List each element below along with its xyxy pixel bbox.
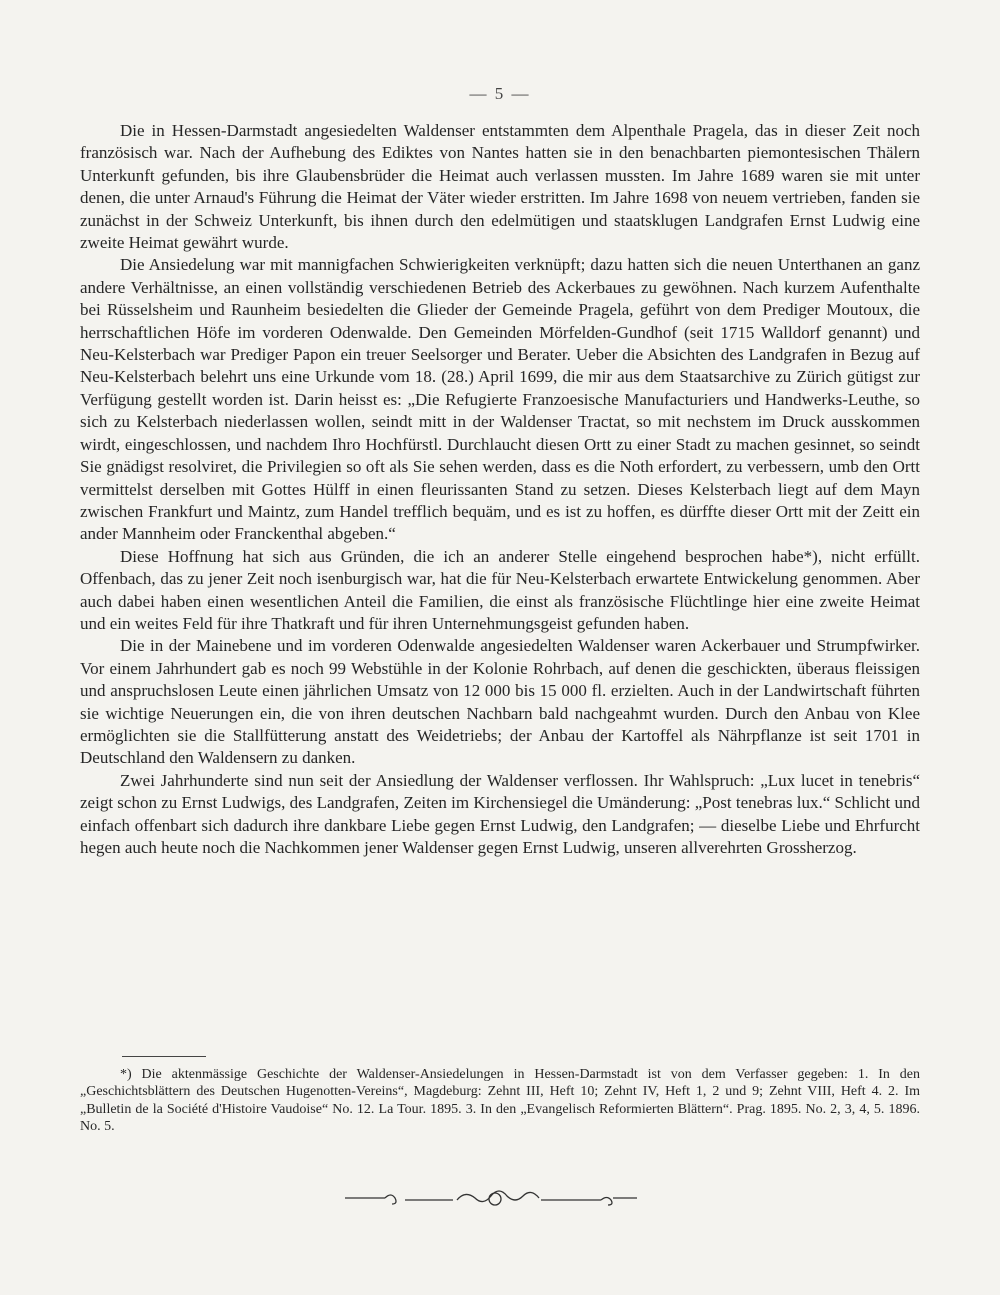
- body-text: [80, 120, 920, 859]
- ornament-center-scroll: [457, 1191, 539, 1202]
- paragraph-4: Die in der Mainebene und im vorderen Odenwalde angesiedelten Waldenser waren Ackerbauer und Strumpfwirker. Vor einem Jahrhundert gab es noch 99 Webstühle in der Kolonie Rohrbach, auf denen die geschickten, überaus fleissigen und anspruchslosen Leute einen jährlichen Umsatz von 12 000 bis 15 000 fl. erzielten. Auch in der Landwirtschaft führten sie wichtige Neuerungen ein, die von ihren deutschen Nachbarn bald nachgeahmt wurden. Durch den Anbau von Klee ermöglichten sie die Stallfütterung anstatt des Weidetriebs; der Anbau der Kartoffel als Nährpflanze ist seit 1701 in Deutschland den Waldensern zu danken.: [80, 636, 920, 768]
- paragraph-3: Diese Hoffnung hat sich aus Gründen, die ich an anderer Stelle eingehend besprochen habe*), nicht erfüllt. Offenbach, das zu jener Zeit noch isenburgisch war, hat die für Neu-Kelsterbach erwartete Entwickelung genommen. Aber auch dabei haben einen wesentlichen Anteil die Familien, die einst als französische Flüchtlinge hier eine zweite Heimat und ein weites Feld für ihre Thatkraft und für ihren Unternehmungsgeist gefunden haben.: [80, 546, 920, 633]
- paragraph-1: Die in Hessen-Darmstadt angesiedelten Waldenser entstammten dem Alpenthale Pragela, das in dieser Zeit noch französisch war. Nach der Aufhebung des Ediktes von Nantes hatten sie in den benachbarten piemontesischen Thälern Unterkunft gefunden, bis ihre Glaubensbrüder die Heimat auch verlassen mussten. Im Jahre 1689 waren sie mit unter denen, die unter Arnaud's Führung die Heimat der Väter wieder erstritten. Im Jahre 1698 von neuem vertrieben, fanden sie zunächst in der Schweiz Unterkunft, bis ihnen durch den edelmütigen und staatsklugen Landgrafen Ernst Ludwig eine zweite Heimat gewährt wurde.: [80, 121, 920, 253]
- footnote-text: *) Die aktenmässige Geschichte der Waldenser-Ansiedelungen in Hessen-Darmstadt ist von dem Verfasser gegeben: 1. In den „Geschichtsblättern des Deutschen Hugenotten-Vereins“, Magdeburg: Zehnt III, Heft 10; Zehnt IV, Heft 1, 2 und 9; Zehnt VIII, Heft 4. 2. Im „Bulletin de la Société d'Histoire Vaudoise“ No. 12. La Tour. 1895. 3. In den „Evangelisch Reformierten Blättern“. Prag. 1895. No. 2, 3, 4, 5. 1896. No. 5.: [80, 1067, 920, 1135]
- ornament-divider: [345, 1186, 645, 1216]
- ornament-center-ring: [489, 1193, 501, 1205]
- footnote-rule: [122, 1056, 206, 1057]
- page-number: — 5 —: [469, 84, 531, 103]
- footnotes: [80, 1066, 920, 1136]
- ornament-right-curl: [601, 1198, 612, 1206]
- paragraph-5: Zwei Jahrhunderte sind nun seit der Ansiedlung der Waldenser verflossen. Ihr Wahlspruch: „Lux lucet in tenebris“ zeigt schon zu Ernst Ludwigs, des Landgrafen, Zeiten im Kirchensiegel die Umänderung: „Post tenebras lux.“ Schlicht und einfach offenbart sich dadurch ihre dankbare Liebe gegen Ernst Ludwig, den Landgrafen; — dieselbe Liebe und Ehrfurcht hegen auch heute noch die Nachkommen jener Waldenser gegen Ernst Ludwig, unseren allverehrten Grossherzog.: [80, 770, 920, 857]
- ornament-left-curl: [385, 1195, 396, 1204]
- paragraph-2: Die Ansiedelung war mit mannigfachen Schwierigkeiten verknüpft; dazu hatten sich die neuen Unterthanen an ganz andere Verhältnisse, an einen vollständig verschiedenen Betrieb des Ackerbaues zu gewöhnen. Nach kurzem Aufenthalte bei Rüsselsheim und Raunheim besiedelten die Glieder der Gemeinde Pragela, geführt von dem Prediger Moutoux, die herrschaftlichen Höfe im vorderen Odenwalde. Den Gemeinden Mörfelden-Gundhof (seit 1715 Walldorf genannt) und Neu-Kelsterbach war Prediger Papon ein treuer Seelsorger und Berater. Ueber die Absichten des Landgrafen in Bezug auf Neu-Kelsterbach belehrt uns eine Urkunde vom 18. (28.) April 1699, die mir aus dem Staatsarchive zu Zürich gütigst zur Verfügung gestellt worden ist. Darin heisst es: „Die Refugierte Franzoesische Manufacturiers und Handwerks-Leuthe, so sich zu Kelsterbach niederlassen wollen, seindt mitt in der Waldenser Tractat, so mit nechstem im Druck ausskommen wirdt, eingeschlossen, und nachdem Ihro Hochfürstl. Durchlaucht diesen Ortt zu einer Stadt zu machen gesinnet, so seindt Sie gnädigst resolviret, die Privilegien so oft als Sie sehen werden, dass es die Noth erfordert, zu verbessern, umb den Ortt vermittelst derselben mit Gottes Hülff in einen fleurissanten Stand zu setzen. Dieses Kelsterbach liegt auf dem Mayn zwischen Frankfurt und Maintz, zum Handel trefflich bequäm, und es ist zu hoffen, es dürffte dieser Ortt mit der Zeitt ein ander Mannheim oder Franckenthal abgeben.“: [80, 255, 920, 544]
